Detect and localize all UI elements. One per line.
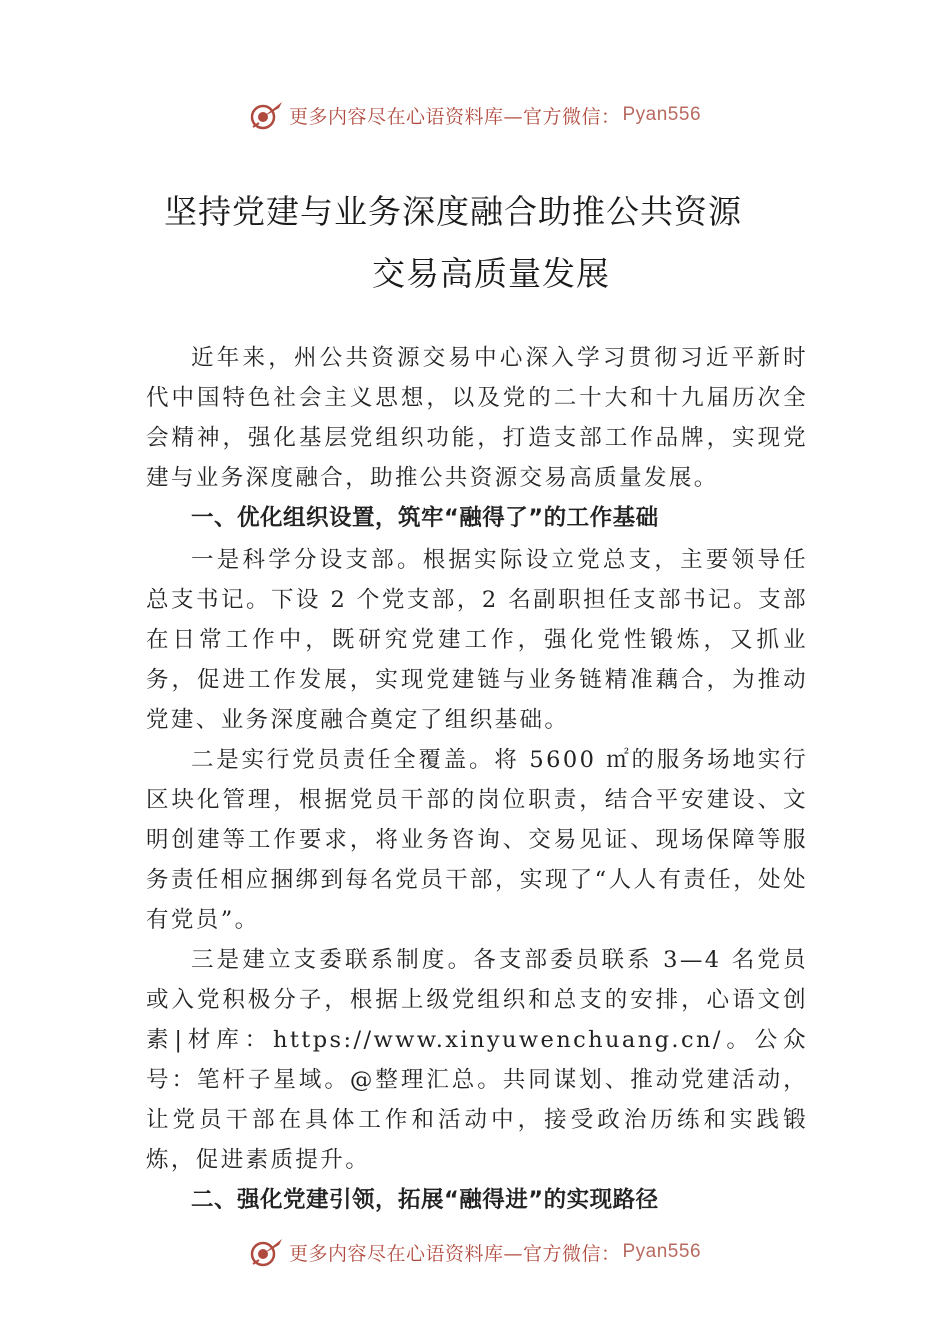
watermark-text: 更多内容尽在心语资料库—官方微信： [288,105,621,128]
watermark-id: Pyan556 [622,1241,702,1262]
document-body [146,338,808,1220]
paragraph-responsibility: 二是实行党员责任全覆盖。将 5600 ㎡的服务场地实行区块化管理，根据党员干部的岗位职责，结合平安建设、文明创建等工作要求，将业务咨询、交易见证、现场保障等服务责任相应捆绑到每名党员干部，实现了“人人有责任，处处有党员”。 [146,747,808,933]
watermark-footer [0,1232,950,1272]
paragraph-branch-setup: 一是科学分设支部。根据实际设立党总支，主要领导任总支书记。下设 2 个党支部，2 名副职担任支部书记。支部在日常工作中，既研究党建工作，强化党性锻炼，又抓业务，促进工作发展，实现党建链与业务链精准藕合，为推动党建、业务深度融合奠定了组织基础。 [146,547,808,733]
section-heading-1: 一、优化组织设置，筑牢“融得了”的工作基础 [191,505,659,531]
watermark-id: Pyan556 [622,104,702,125]
paragraph-liaison-system: 三是建立支委联系制度。各支部委员联系 3—4 名党员或入党积极分子，根据上级党组织和总支的安排，心语文创素|材库：https://www.xinyuwenchuang.cn/。公众号：笔杆子星域。@整理汇总。共同谋划、推动党建活动，让党员干部在具体工作和活动中，接受政治历练和实践锻炼，促进素质提升。 [146,947,808,1173]
paragraph-intro: 近年来，州公共资源交易中心深入学习贯彻习近平新时代中国特色社会主义思想，以及党的二十大和十九届历次全会精神，强化基层党组织功能，打造支部工作品牌，实现党建与业务深度融合，助推公共资源交易高质量发展。 [146,345,808,491]
watermark-text: 更多内容尽在心语资料库—官方微信： [288,1242,621,1265]
section-heading-2: 二、强化党建引领，拓展“融得进”的实现路径 [191,1187,659,1213]
watermark-header [0,95,950,135]
quill-seal-logo-icon [249,99,285,131]
document-title-line2: 交易高质量发展 [372,254,610,293]
document-title-line1: 坚持党建与业务深度融合助推公共资源 [164,192,742,231]
quill-seal-logo-icon [249,1236,285,1268]
